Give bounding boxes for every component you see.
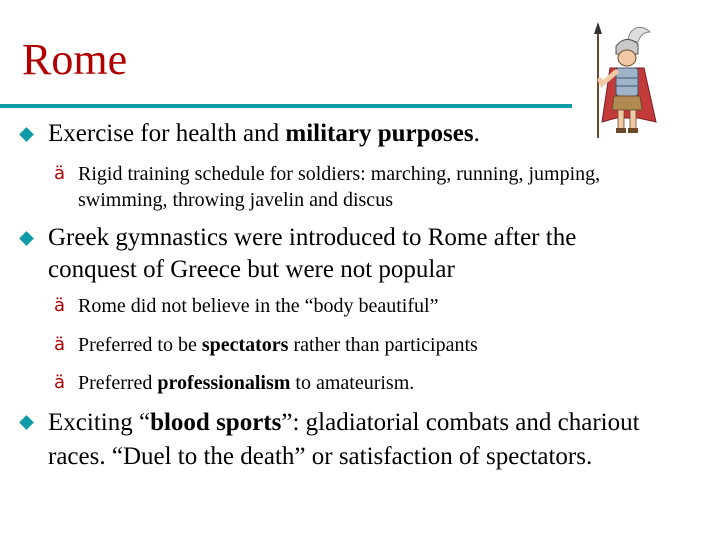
bullet-text: ”: gladiatorial combats and chariout races. “Duel to the death” or satisfaction of spectators. xyxy=(48,409,640,470)
subbullet-text: rather than participants xyxy=(288,334,478,356)
title-underline xyxy=(0,104,572,108)
subbullet-body-beautiful xyxy=(54,293,678,319)
arrow-bullet-icon: ä xyxy=(54,334,66,355)
arrow-bullet-icon: ä xyxy=(54,372,66,393)
diamond-bullet-icon xyxy=(19,415,34,430)
subbullet-text: Rigid training schedule for soldiers: marching, running, jumping, swimming, throwing javelin and discus xyxy=(78,163,601,211)
subbullet-text-bold: spectators xyxy=(201,334,289,356)
diamond-bullet-icon xyxy=(19,127,34,142)
subbullet-text: Rome did not believe in the “body beautiful” xyxy=(78,295,439,317)
bullet-blood-sports xyxy=(48,406,668,474)
subbullet-training xyxy=(54,161,638,213)
slide-title: Rome xyxy=(22,35,128,84)
roman-soldier-icon xyxy=(580,22,672,138)
bullet-text: Greek gymnastics were introduced to Rome after the conquest of Greece but were not popular xyxy=(48,224,577,283)
subbullet-text-bold: professionalism xyxy=(157,372,291,394)
subbullet-professionalism xyxy=(54,370,678,396)
bullet-text: . xyxy=(473,120,480,147)
diamond-bullet-icon xyxy=(19,231,34,246)
subbullet-spectators xyxy=(54,332,678,358)
bullet-text-bold: military purposes xyxy=(285,120,474,147)
arrow-bullet-icon: ä xyxy=(54,163,66,184)
bullet-text: Exercise for health and xyxy=(48,120,286,147)
bullet-text-bold: blood sports xyxy=(150,409,282,436)
bullet-exercise xyxy=(48,118,568,150)
subbullet-text: to amateurism. xyxy=(290,372,415,394)
subbullet-text: Preferred xyxy=(78,372,158,394)
subbullet-text: Preferred to be xyxy=(78,334,202,356)
arrow-bullet-icon: ä xyxy=(54,295,66,316)
bullet-text: Exciting “ xyxy=(48,409,151,436)
bullet-greek-gymnastics xyxy=(48,222,668,286)
